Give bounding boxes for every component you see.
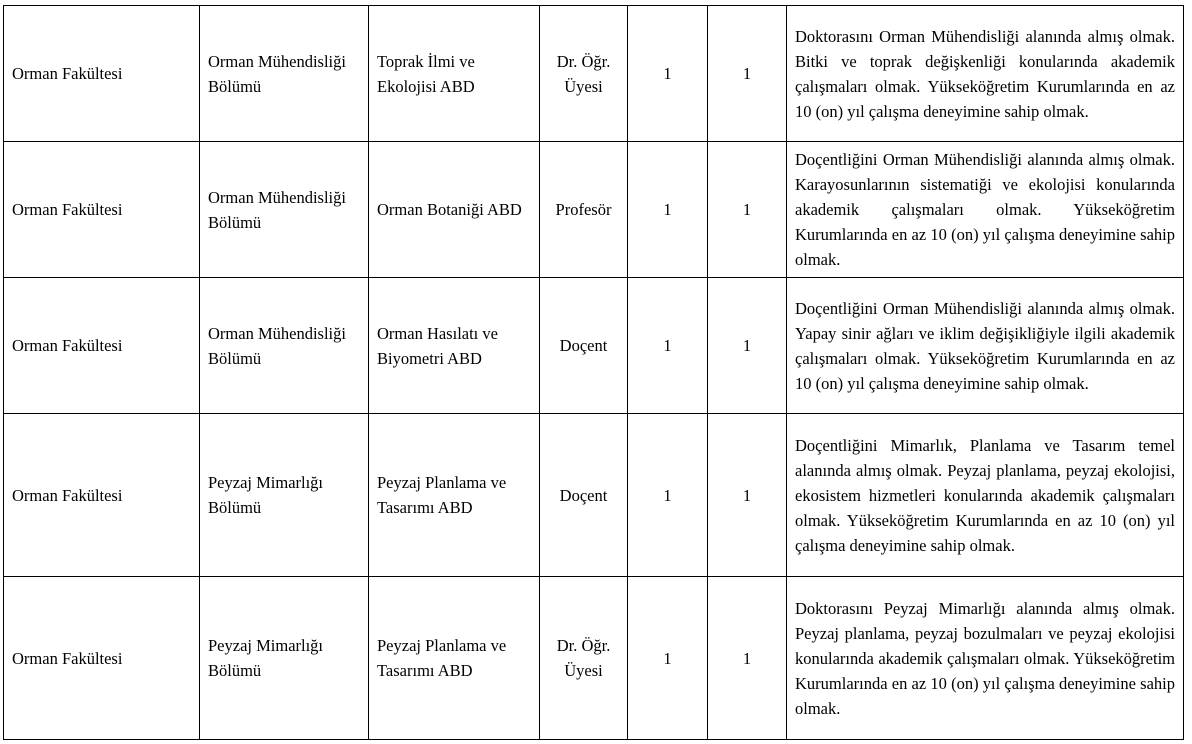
requirement-text: Doktorasını Orman Mühendisliği alanında almış olmak. Bitki ve toprak değişkenliği konularında akademik çalışmaları olmak. Yükseköğretim Kurumlarında en az 10 (on) yıl çalışma deneyimine sahip olmak.	[795, 26, 1175, 121]
requirement-cell	[787, 577, 1184, 740]
count-a-cell: 1	[628, 6, 708, 142]
table-row	[4, 577, 1184, 740]
count-b-cell: 1	[708, 278, 787, 414]
requirement-text: Doçentliğini Mimarlık, Planlama ve Tasarım temel alanında almış olmak. Peyzaj planlama, peyzaj ekolojisi, ekosistem hizmetleri konularında akademik çalışmaları olmak. Yükseköğretim Kurumlarında en az 10 (on) yıl çalışma deneyimine sahip olmak.	[795, 435, 1175, 555]
title-cell: Dr. Öğr. Üyesi	[540, 577, 628, 740]
table-row	[4, 142, 1184, 278]
count-b-cell: 1	[708, 6, 787, 142]
faculty-cell: Orman Fakültesi	[4, 6, 200, 142]
table-row	[4, 278, 1184, 414]
department-cell: Orman Mühendisliği Bölümü	[200, 142, 369, 278]
requirement-text: Doçentliğini Orman Mühendisliği alanında almış olmak. Yapay sinir ağları ve iklim değişikliğiyle ilgili akademik çalışmaları olmak. Yükseköğretim Kurumlarında en az 10 (on) yıl çalışma deneyimine sahip olmak.	[795, 298, 1175, 393]
faculty-cell: Orman Fakültesi	[4, 278, 200, 414]
abd-cell: Orman Botaniği ABD	[369, 142, 540, 278]
department-cell: Orman Mühendisliği Bölümü	[200, 278, 369, 414]
count-b-cell: 1	[708, 142, 787, 278]
abd-cell: Peyzaj Planlama ve Tasarımı ABD	[369, 414, 540, 577]
count-a-cell: 1	[628, 142, 708, 278]
abd-cell: Orman Hasılatı ve Biyometri ABD	[369, 278, 540, 414]
count-b-cell: 1	[708, 577, 787, 740]
table-row	[4, 414, 1184, 577]
abd-cell: Peyzaj Planlama ve Tasarımı ABD	[369, 577, 540, 740]
abd-cell: Toprak İlmi ve Ekolojisi ABD	[369, 6, 540, 142]
positions-table	[3, 5, 1184, 740]
requirement-cell	[787, 6, 1184, 142]
title-cell: Doçent	[540, 278, 628, 414]
title-cell: Doçent	[540, 414, 628, 577]
requirement-cell	[787, 142, 1184, 278]
requirement-text: Doçentliğini Orman Mühendisliği alanında almış olmak. Karayosunlarının sistematiği ve ekolojisi konularında akademik çalışmaları olmak. Yükseköğretim Kurumlarında en az 10 (on) yıl çalışma deneyimine sahip olmak.	[795, 150, 1175, 269]
department-cell: Orman Mühendisliği Bölümü	[200, 6, 369, 142]
count-a-cell: 1	[628, 278, 708, 414]
requirement-cell	[787, 278, 1184, 414]
count-b-cell: 1	[708, 414, 787, 577]
requirement-text: Doktorasını Peyzaj Mimarlığı alanında almış olmak. Peyzaj planlama, peyzaj bozulmaları ve peyzaj ekolojisi konularında akademik çalışmaları olmak. Yükseköğretim Kurumlarında en az 10 (on) yıl çalışma deneyimine sahip olmak.	[795, 598, 1175, 718]
count-a-cell: 1	[628, 577, 708, 740]
requirement-cell	[787, 414, 1184, 577]
table-row	[4, 6, 1184, 142]
count-a-cell: 1	[628, 414, 708, 577]
title-cell: Dr. Öğr. Üyesi	[540, 6, 628, 142]
title-cell: Profesör	[540, 142, 628, 278]
department-cell: Peyzaj Mimarlığı Bölümü	[200, 414, 369, 577]
faculty-cell: Orman Fakültesi	[4, 414, 200, 577]
department-cell: Peyzaj Mimarlığı Bölümü	[200, 577, 369, 740]
faculty-cell: Orman Fakültesi	[4, 142, 200, 278]
faculty-cell: Orman Fakültesi	[4, 577, 200, 740]
